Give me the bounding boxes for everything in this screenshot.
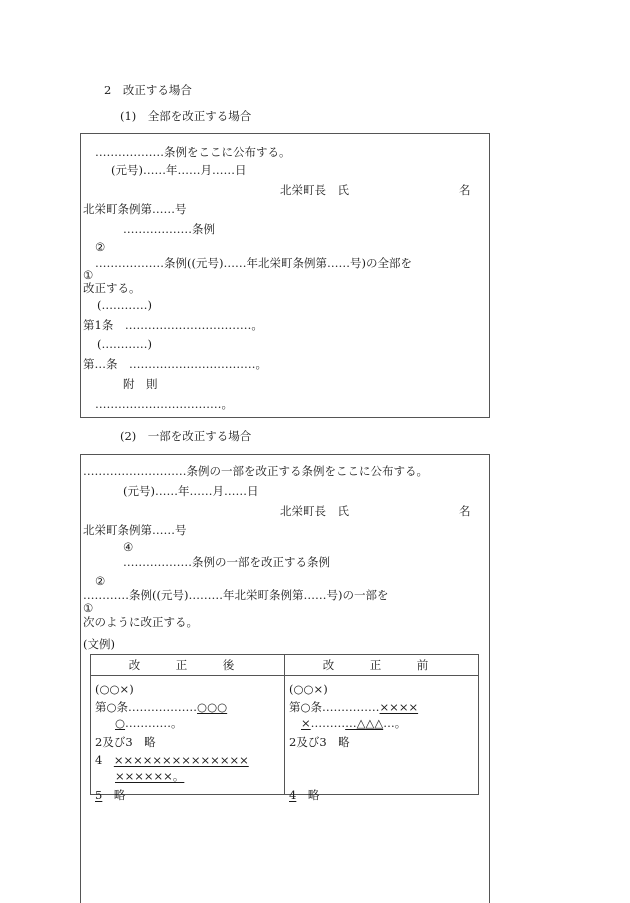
marker-2: ② (95, 240, 106, 254)
before-article-text: 第○条…………… (289, 700, 380, 714)
caption-2: (…………) (97, 337, 152, 351)
after-article-underlined: ○○○ (197, 700, 228, 714)
after-paragraph-5-number: 5 (95, 788, 103, 802)
ordinance-title: ………………条例 (123, 222, 215, 236)
revision-sentence: ………………条例((元号)……年北栄町条例第……号)の全部を (95, 256, 412, 270)
after-paragraph-4-continued (115, 771, 184, 783)
after-article-line-2 (115, 718, 183, 730)
full-revision-template-box (80, 133, 490, 418)
column-header-before: 改 正 前 (285, 655, 479, 676)
after-paragraph-4 (95, 755, 249, 767)
before-article-underlined-2: × (301, 716, 311, 730)
after-paragraph-4-underlined: ×××××××××××××× (113, 753, 249, 767)
comparison-table (90, 654, 479, 802)
article-1: 第1条 ……………………………。 (83, 318, 263, 332)
supplementary-line: ……………………………。 (95, 397, 233, 411)
caption-1: (…………) (97, 298, 152, 312)
before-paragraph-4-number: 4 (289, 788, 297, 802)
example-label: (文例) (83, 637, 115, 651)
after-article-text-2: …………。 (125, 716, 183, 730)
marker-2: ② (95, 574, 106, 588)
before-article-text-3: …。 (383, 716, 407, 730)
before-paragraph-4 (289, 790, 319, 802)
ordinance-title: ………………条例の一部を改正する条例 (123, 555, 330, 569)
subsection-1-heading: (1) 全部を改正する場合 (120, 109, 252, 123)
after-article-underlined-2: ○ (115, 716, 126, 730)
subsection-2-heading: (2) 一部を改正する場合 (120, 429, 252, 443)
promulgation-line: ………………………条例の一部を改正する条例をここに公布する。 (83, 464, 428, 478)
revision-sentence: …………条例((元号)………年北栄町条例第……号)の一部を (83, 588, 389, 602)
after-article-line (95, 702, 227, 714)
after-paragraph-4-underlined-2: ××××××。 (115, 769, 185, 783)
column-header-after: 改 正 後 (91, 655, 285, 676)
section-heading: 2 改正する場合 (104, 83, 192, 97)
after-paragraph-2-3: 2及び3 略 (95, 735, 156, 749)
before-article-text-2: ……… (310, 716, 346, 730)
supplementary-provisions-heading: 附 則 (123, 377, 158, 391)
ordinance-number: 北栄町条例第……号 (83, 202, 187, 216)
before-caption: (○○×) (289, 682, 328, 696)
before-article-line (289, 702, 418, 714)
after-paragraph-5-text: 略 (102, 788, 126, 802)
partial-revision-template-box (80, 454, 490, 903)
marker-4: ④ (123, 540, 134, 554)
mayor-name-mark: 名 (459, 504, 471, 518)
marker-1: ① (83, 268, 94, 282)
promulgation-line: ………………条例をここに公布する。 (95, 145, 291, 159)
article-n: 第…条 ……………………………。 (83, 357, 267, 371)
mayor-line: 北栄町長 氏 (280, 504, 349, 518)
mayor-line: 北栄町長 氏 (280, 183, 349, 197)
marker-1: ① (83, 601, 94, 615)
before-article-underlined: ×××× (379, 700, 419, 714)
revision-sentence-continued: 次のように改正する。 (83, 615, 198, 629)
before-paragraph-2-3: 2及び3 略 (289, 735, 350, 749)
after-paragraph-4-number: 4 (95, 753, 114, 767)
ordinance-number: 北栄町条例第……号 (83, 523, 187, 537)
after-paragraph-5 (95, 790, 125, 802)
date-line: (元号)……年……月……日 (111, 163, 247, 177)
after-revision-cell (91, 676, 285, 802)
mayor-name-mark: 名 (459, 183, 471, 197)
before-article-line-2 (301, 718, 406, 730)
after-caption: (○○×) (95, 682, 134, 696)
revision-sentence-continued: 改正する。 (83, 281, 141, 295)
date-line: (元号)……年……月……日 (123, 484, 259, 498)
after-article-text: 第○条……………… (95, 700, 198, 714)
before-paragraph-4-text: 略 (296, 788, 320, 802)
before-revision-cell (285, 676, 479, 802)
before-article-underlined-3: …△△△ (345, 716, 384, 730)
